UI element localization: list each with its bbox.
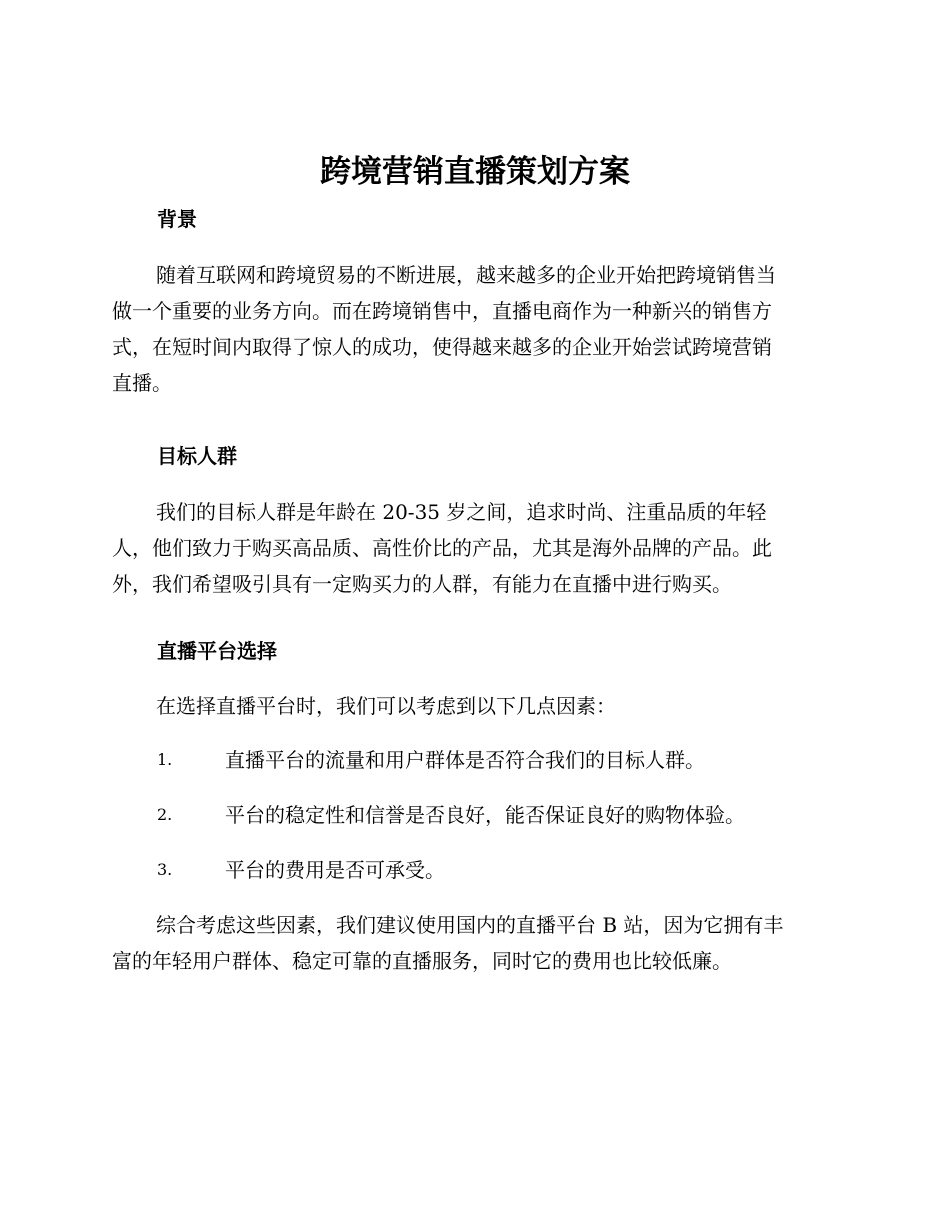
paragraph-line: 随着互联网和跨境贸易的不断进展，越来越多的企业开始把跨境销售当 xyxy=(156,263,776,287)
list-text: 平台的费用是否可承受。 xyxy=(225,858,445,882)
paragraph-line: 直播。 xyxy=(112,371,172,395)
paragraph-line: 综合考虑这些因素，我们建议使用国内的直播平台 B 站，因为它拥有丰 xyxy=(156,913,784,937)
list-item xyxy=(157,743,857,777)
paragraph-line: 我们的目标人群是年龄在 20-35 岁之间，追求时尚、注重品质的年轻 xyxy=(156,500,767,524)
document-title: 跨境营销直播策划方案 xyxy=(320,154,630,190)
platform-intro-paragraph xyxy=(112,688,838,724)
paragraph-line: 外，我们希望吸引具有一定购买力的人群，有能力在直播中进行购买。 xyxy=(112,572,732,596)
section-heading-background: 背景 xyxy=(157,207,197,231)
target-audience-paragraph xyxy=(112,494,838,602)
section-heading-platform-selection: 直播平台选择 xyxy=(157,639,277,663)
paragraph-line: 式，在短时间内取得了惊人的成功，使得越来越多的企业开始尝试跨境营销 xyxy=(112,335,772,359)
paragraph-line: 人，他们致力于购买高品质、高性价比的产品，尤其是海外品牌的产品。此 xyxy=(112,536,772,560)
background-paragraph xyxy=(112,257,838,401)
list-text: 直播平台的流量和用户群体是否符合我们的目标人群。 xyxy=(225,748,705,772)
list-number: 1. xyxy=(157,750,173,769)
list-text: 平台的稳定性和信誉是否良好，能否保证良好的购物体验。 xyxy=(225,803,745,827)
platform-conclusion-paragraph xyxy=(112,907,838,979)
list-number: 3. xyxy=(157,860,173,879)
list-item xyxy=(157,853,857,887)
paragraph-line: 富的年轻用户群体、稳定可靠的直播服务，同时它的费用也比较低廉。 xyxy=(112,949,732,973)
section-heading-target-audience: 目标人群 xyxy=(157,444,237,468)
list-item xyxy=(157,798,857,832)
paragraph-line: 在选择直播平台时，我们可以考虑到以下几点因素： xyxy=(156,694,616,718)
paragraph-line: 做一个重要的业务方向。而在跨境销售中，直播电商作为一种新兴的销售方 xyxy=(112,299,772,323)
list-number: 2. xyxy=(157,805,173,824)
